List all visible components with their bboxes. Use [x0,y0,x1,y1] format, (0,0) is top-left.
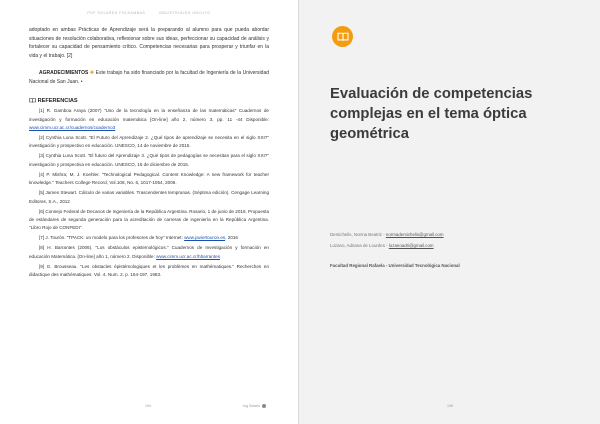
left-page-body [29,26,269,281]
reference-item [29,208,269,233]
reference-item [29,244,269,261]
reference-item [29,171,269,188]
reference-item [29,234,269,242]
reference-item [29,263,269,280]
reference-text: [5] James Stewart. Cálculo de varias variables. Trascendentes tempranas. (Séptima edición). Cengage Learning Editores, S.A., 2012 [29,190,269,204]
reference-text: [6] Consejo Federal de Decanos de Ingeniería de la República Argentina. Rosario, 1 de junio de 2018. Propuesta de estándares de segunda generación para la acreditación de carreras de ingeniería en la República Argentina. "Libro Rojo de CONFEDI". [29,208,269,231]
acknowledgements-text: Este trabajo ha sido financiado por la facultad de Ingeniería de la Universidad Nacional de San Juan. • [29,69,270,85]
page-number-right: 195 [447,404,453,408]
footer-brand-icon [262,404,266,408]
page-number-left: 194 [145,404,151,408]
sun-icon: ✺ [89,69,95,76]
reference-item [29,107,269,132]
reference-link[interactable]: www.javiertouron.es [184,235,226,241]
reference-text: [9] G. Brousseau. "Les obstacles épistémologiques et les problèmes en mathématiques." Recherches en didactique des mathématiques. Vol. 4. Num. 2. p. 164-197, 1983. [29,263,269,278]
reference-item [29,134,269,151]
book-icon [332,26,353,47]
reference-text: [8] H. Barrantes (2006). "Los obstáculos epistemológicos." Cuadernos de Investigación y formación en educación Matemática. [On-line] año 1, número 2. Disponible: [29,245,269,259]
running-header-right: INDUSTRIALES UNCUYO [158,11,211,15]
authors [330,229,444,251]
acknowledgements [29,69,269,86]
faculty-affiliation: Facultad Regional Rafaela - Universidad Tecnológica Nacional [330,263,460,268]
intro-paragraph: adoptado en ambas Prácticas de Aprendizaje será la preparando al alumno para que pueda abordar situaciones de resolución colaborativa, reflexionar sobre sus ideas, perfeccionar su capacidad de análisis y fortalecer su capacidad de pensamiento crítico. Competencias necesarias para prosperar y triunfar en la vida y el trabajo. [2] [29,27,269,60]
author-1 [330,229,444,240]
author-2-name: Lozano, Adriana de Lourdes - [330,243,389,248]
author-2 [330,240,444,251]
reference-item [29,152,269,169]
reference-text: [2] Cynthia Luna Scott. "El Futuro del Aprendizaje 2. ¿Qué tipos de aprendizaje se necesita en el siglo XXI?" investigación y prospectivo en educación. UNESCO, 14 de noviembre de 2015. [29,135,269,149]
references-list [29,107,269,279]
author-1-email[interactable]: normademichelis@gmail.com [385,232,444,237]
reference-text: [7] J. Tourón. "TPACK: un modelo para los profesores de hoy" Internet: [39,235,185,241]
reference-text: [1] R. Gamboa Araya (2007) "Uso de la tecnología en la enseñanza de las matemáticas" Cuadernos de investigación y formación en educación matemática [On-line] año 2, número 3, pp. 11 -44 Disponible: [29,108,269,122]
reference-text: [3] Cynthia Luna Scott. "El futuro del Aprendizaje 3. ¿Qué tipos de pedagogías se necesitan para el siglo XXI?" investigación y prospectiva en educación. UNESCO, 15 de diciembre de 2015. [29,153,269,167]
running-header-left: PDF SOLARES FOLKAMBAS [87,11,146,15]
right-page [299,0,600,424]
author-2-email[interactable]: lozanoadri@gmail.com [388,243,434,248]
reference-text: [4] P. Mishra; M. J. Koehler. "Technological Pedagogical. Content Knowledge: A new framework for teacher knowledge." Teachers College Record, Vol.108, No. 6, 1017-1054, 2006. [29,171,269,186]
reference-link[interactable]: www.cimm.ucr.ac.cr/hbarrantes [156,253,220,259]
footer-brand [243,404,266,408]
acknowledgements-label: AGRADECIMIENTOS [39,69,89,76]
references-heading [29,97,269,105]
references-heading-text: REFERENCIAS [37,98,78,105]
left-page [0,0,298,424]
reference-item [29,189,269,206]
reference-suffix: , 2016 [225,235,238,241]
reference-link[interactable]: www.cimm.ucr.ac.cr/cuadernos/cuaderno3 [29,125,116,131]
running-header [0,11,298,15]
book-icon-glyph [337,32,349,42]
footer-brand-text: Ing Solaris [243,404,260,408]
author-1-name: Demichelis, Norma Beatriz - [330,232,386,237]
article-title: Evaluación de competencias complejas en el tema óptica geométrica [330,86,533,142]
book-small-icon [29,98,36,103]
